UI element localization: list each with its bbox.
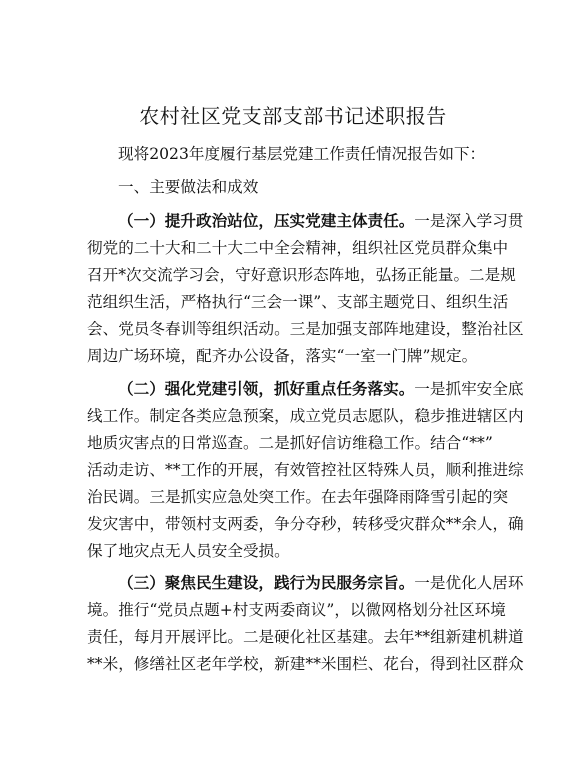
paragraph-line: 范组织生活，严格执行“三会一课”、支部主题党日、组织生活: [87, 293, 509, 311]
paragraph-line: 周边广场环境，配齐办公设备，落实“一室一门牌”规定。: [87, 347, 478, 365]
paragraph-line: 地质灾害点的日常巡查。二是抓好信访维稳工作。结合“**”: [87, 434, 493, 452]
paragraph-line: 线工作。制定各类应急预案，成立党员志愿队，稳步推进辖区内: [87, 407, 524, 425]
paragraph-bold-lead: （三）聚焦民生建设，践行为民服务宗旨。: [118, 573, 415, 592]
paragraph-line: [118, 572, 523, 594]
paragraph-line: 发灾害中，带领村支两委，争分夺秒，转移受灾群众**余人，确: [87, 515, 524, 533]
paragraph-bold-lead: （二）强化党建引领，抓好重点任务落实。: [118, 379, 415, 398]
paragraph-text: 一是优化人居环: [414, 574, 524, 592]
paragraph-line: 彻党的二十大和二十大二中全会精神，组织社区党员群众集中: [87, 239, 509, 257]
paragraph-text: 一是抓牢安全底: [414, 380, 524, 398]
paragraph-line: [118, 210, 523, 232]
paragraph-line: 责任，每月开展评比。二是硬化社区基建。去年**组新建机耕道: [87, 628, 524, 646]
intro-line: 现将2023年度履行基层党建工作责任情况报告如下：: [118, 145, 486, 163]
paragraph-line: 召开*次交流学习会，守好意识形态阵地，弘扬正能量。二是规: [87, 266, 516, 284]
paragraph-line: 会、党员冬春训等组织活动。三是加强支部阵地建设，整治社区: [87, 320, 524, 338]
paragraph-line: 保了地灾点无人员安全受损。: [87, 542, 290, 560]
document-title: 农村社区党支部支部书记述职报告: [139, 104, 447, 128]
paragraph-text: 一是深入学习贯: [414, 212, 524, 230]
paragraph-line: **米，修缮社区老年学校，新建**米围栏、花台，得到社区群众: [87, 655, 524, 673]
paragraph-line: 治民调。三是抓实应急处突工作。在去年强降雨降雪引起的突: [87, 488, 509, 506]
paragraph-line: [118, 378, 523, 400]
paragraph-line: 活动走访、**工作的开展，有效管控社区特殊人员，顺利推进综: [87, 461, 524, 479]
paragraph-line: 境。推行“党员点题+村支两委商议”，以微网格划分社区环境: [87, 601, 506, 619]
section-heading: 一、主要做法和成效: [118, 178, 259, 196]
paragraph-bold-lead: （一）提升政治站位，压实党建主体责任。: [118, 211, 415, 230]
